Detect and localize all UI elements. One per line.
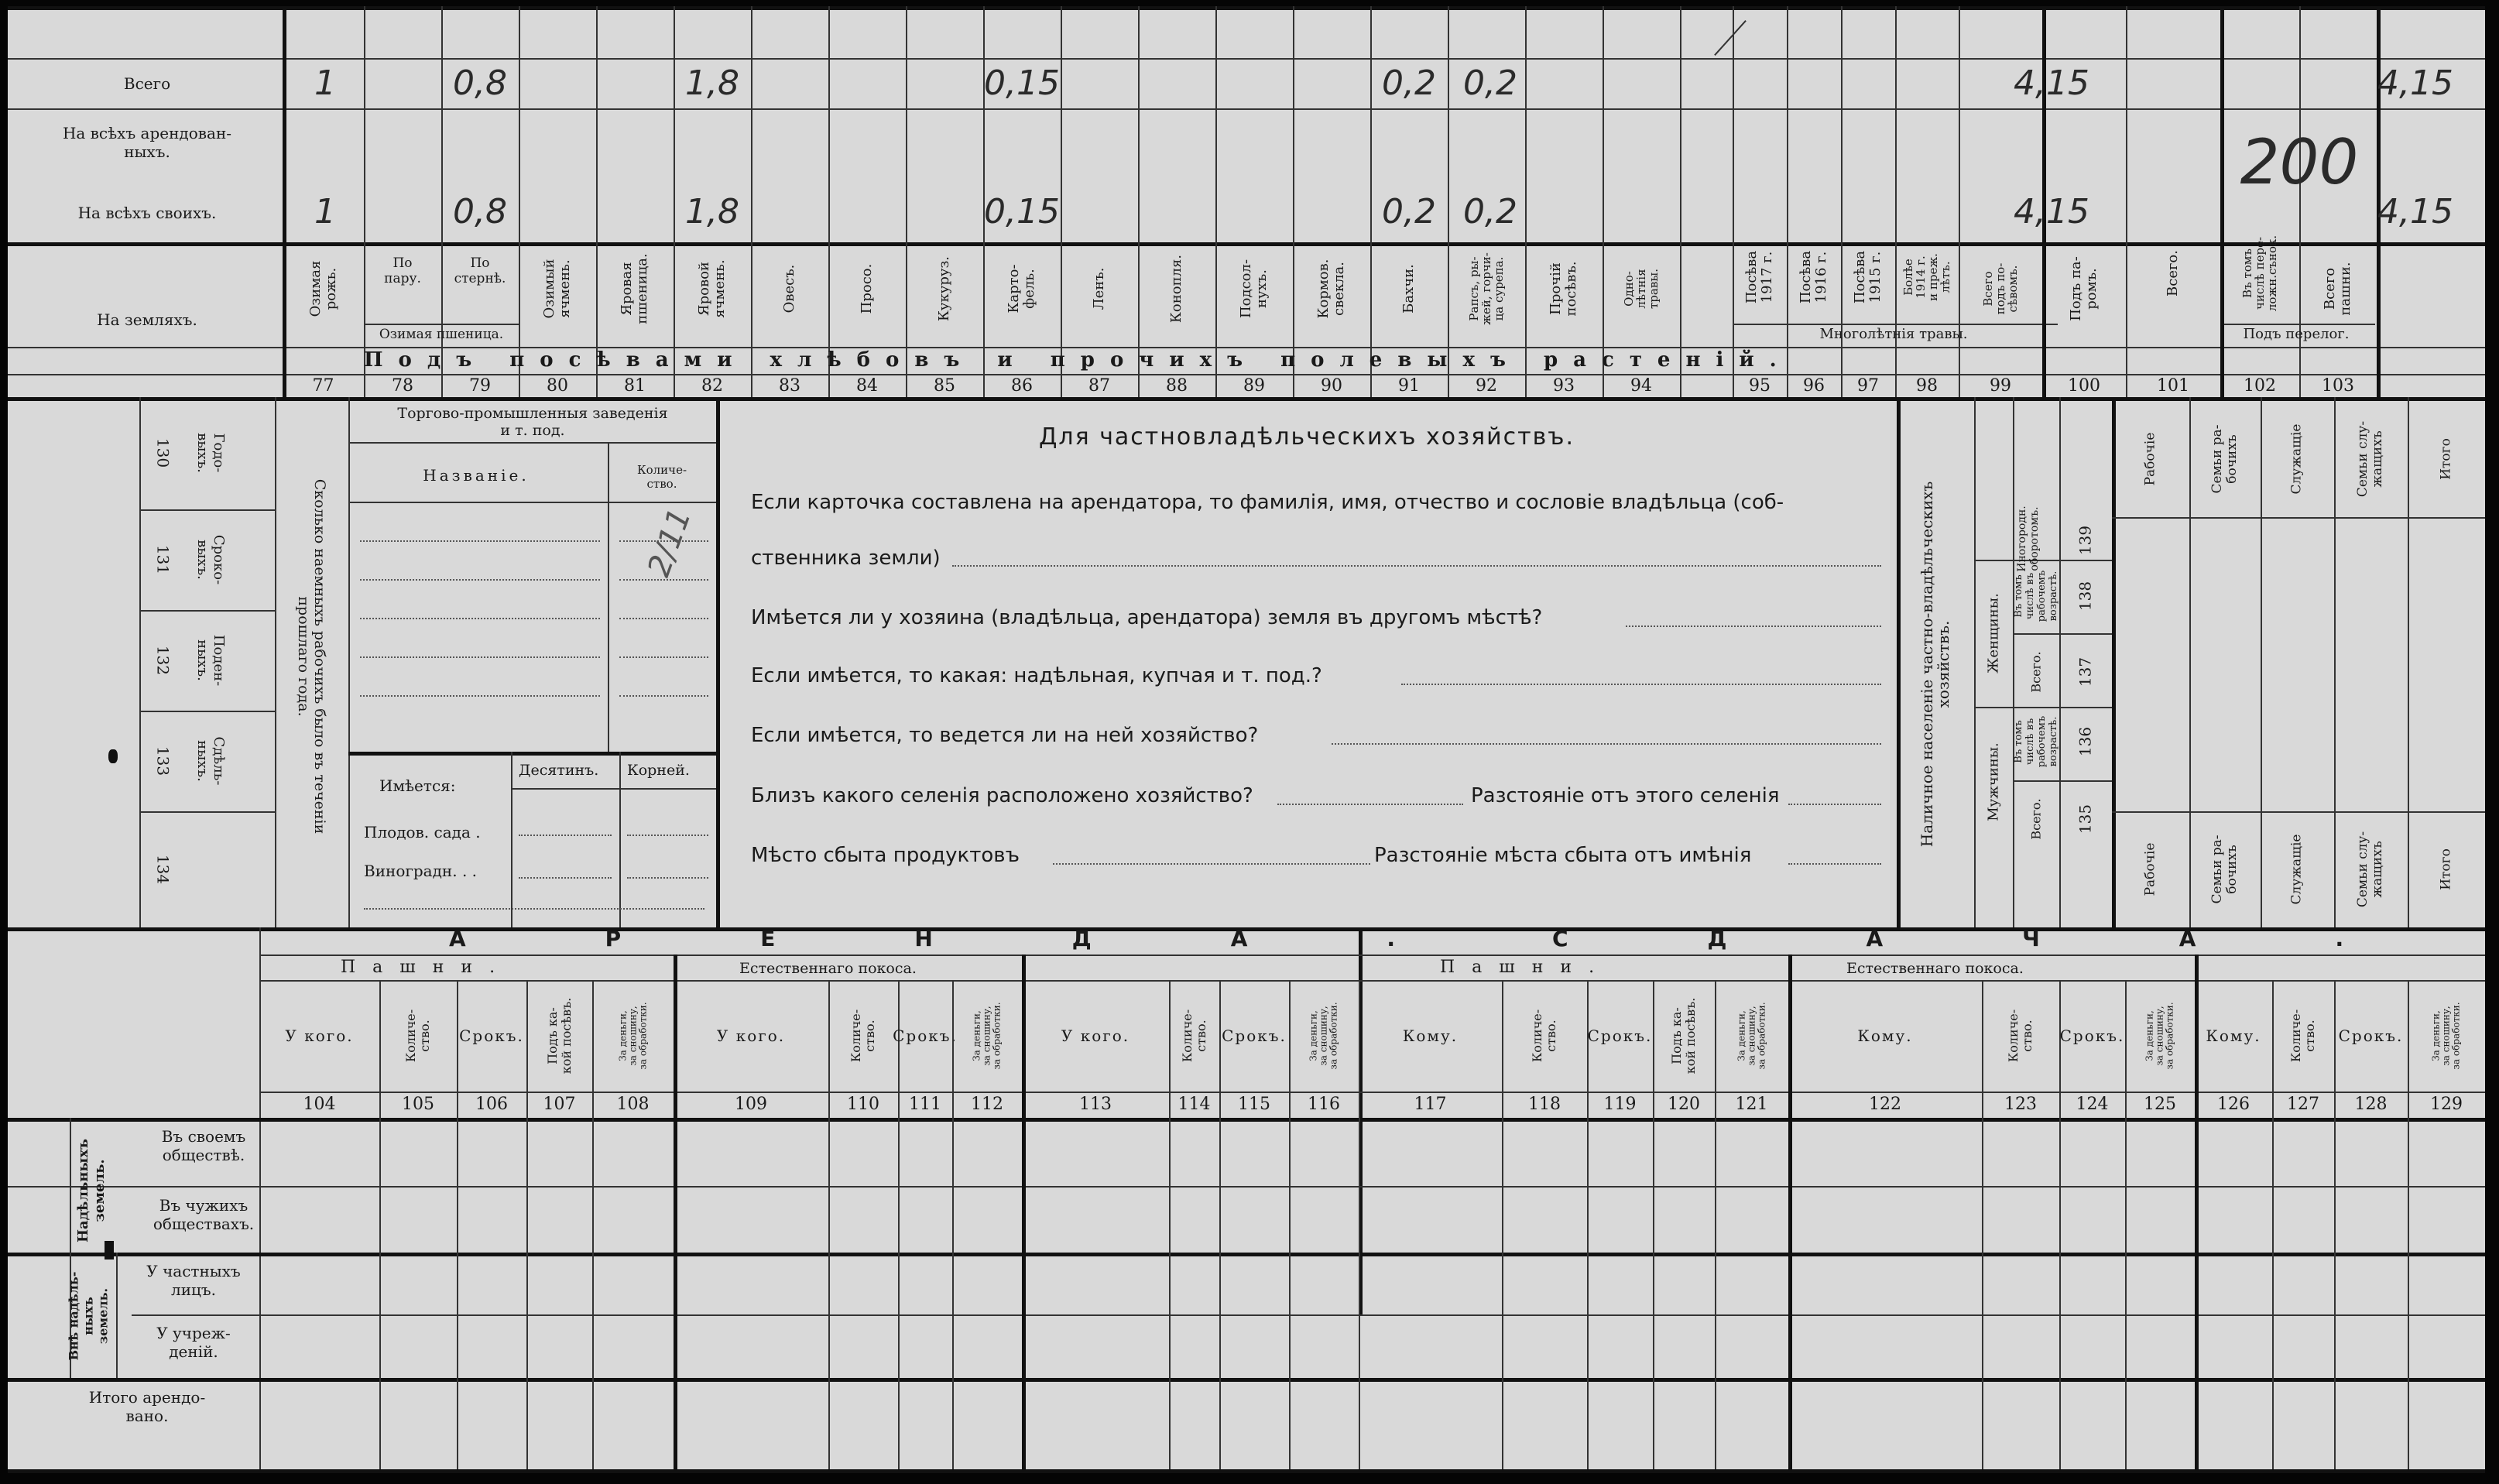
worker-type-label: Сдѣль- ныхъ. — [194, 736, 227, 786]
arenda-title: АРЕНДА. — [449, 926, 1534, 951]
col-number: 98 — [1916, 376, 1938, 396]
col-number: 122 — [1869, 1095, 1901, 1114]
population-number: 138 — [2076, 581, 2095, 612]
pencil-note: 2/11 — [641, 503, 698, 582]
right-col-header-bottom: Семьи слу- жащихъ — [2355, 831, 2385, 908]
grid-line — [1587, 980, 1589, 1469]
row-land-label: На земляхъ. — [97, 310, 197, 329]
col-header: Одно- лѣтнiя травы. — [1622, 269, 1661, 309]
col-number: 110 — [847, 1095, 879, 1114]
arenda-pashni: Пашни. — [341, 958, 512, 977]
col-number: 85 — [934, 376, 955, 396]
grid-line — [1787, 6, 1788, 397]
col-header: За деньги, за сношину, за обработки. — [2430, 1002, 2462, 1070]
worker-type-label: Сроко- выхъ. — [194, 534, 227, 585]
col-header: Озимый ячмень. — [541, 259, 573, 319]
question-farming: Если имѣется, то ведется ли на ней хозяйство? — [751, 724, 1259, 747]
grid-line — [2059, 980, 2061, 1469]
grid-line — [1061, 6, 1062, 397]
col-header: Яровая пшеница. — [619, 253, 650, 324]
worker-number: 131 — [153, 544, 173, 575]
col-number: 100 — [2068, 376, 2100, 396]
grid-line — [364, 6, 365, 397]
worker-number: 130 — [153, 437, 173, 468]
grid-line — [1788, 954, 1792, 1469]
row-other-community: Въ чужихъ обществахъ. — [153, 1196, 255, 1233]
grid-line — [898, 980, 900, 1469]
grid-line — [596, 6, 598, 397]
grid-line — [828, 6, 830, 397]
col-header: Яровой ячмень. — [696, 259, 728, 318]
question-village: Близъ какого селенiя расположено хозяйство? — [751, 784, 1253, 807]
handwritten-total: 1 — [314, 63, 336, 103]
worker-type-label: Годо- выхъ. — [194, 433, 227, 473]
col-header: По стернѣ. — [454, 255, 506, 286]
desyatin-header: Десятинъ. — [519, 762, 599, 779]
ink-mark — [105, 1241, 114, 1260]
handwritten-own: 1 — [314, 192, 336, 231]
col-number: 92 — [1476, 376, 1497, 396]
col-header: Конопля. — [1168, 254, 1184, 324]
grid-line — [1680, 6, 1681, 397]
handwritten-own: 0,2 — [1463, 192, 1517, 231]
trade-name-header: Названiе. — [423, 466, 530, 485]
col-number: 113 — [1079, 1095, 1112, 1114]
col-header: Посѣва 1916 г. — [1798, 250, 1829, 304]
col-header: Срокъ. — [2338, 1026, 2404, 1045]
worker-number: 134 — [153, 854, 173, 885]
col-header: Количе- ство. — [1530, 1009, 1558, 1063]
ink-blot — [108, 749, 118, 763]
right-col-header-top: Служащiе — [2288, 423, 2305, 495]
grid-line — [1448, 6, 1449, 397]
col-number: 82 — [701, 376, 723, 396]
col-number: 116 — [1308, 1095, 1340, 1114]
women-working-label: Въ томъ числѣ въ рабочемъ возрастѣ. — [2013, 570, 2059, 622]
col-number: 127 — [2287, 1095, 2319, 1114]
col-number: 112 — [971, 1095, 1003, 1114]
men-total-label: Всего. — [2028, 798, 2044, 840]
form-title: Для частновладѣльческихъ хозяйствъ. — [1038, 423, 1575, 451]
grid-line — [674, 954, 677, 1469]
col-header: Срокъ. — [893, 1026, 958, 1045]
handwritten-total: 0,2 — [1463, 63, 1517, 103]
grid-line — [1289, 980, 1291, 1469]
col-header: Количе- ство. — [403, 1009, 432, 1063]
col-number: 86 — [1011, 376, 1033, 396]
col-header: Срокъ. — [1222, 1026, 1287, 1045]
col-number: 125 — [2144, 1095, 2176, 1114]
col-header: Овесъ. — [781, 264, 797, 314]
col-number: 124 — [2076, 1095, 2109, 1114]
col-header: У кого. — [285, 1026, 354, 1045]
crop-band: Подъ посѣвами хлѣбовъ и прочихъ полевыхъ растенiй. — [364, 348, 1792, 372]
orchards-label: Плодов. сада . — [364, 823, 481, 841]
grid-line — [457, 980, 458, 1469]
perennial-label: Многолѣтнiя травы. — [1819, 326, 1968, 342]
question-land-type: Если имѣется, то какая: надѣльная, купчая и т. под.? — [751, 664, 1322, 687]
col-header: У кого. — [1061, 1026, 1130, 1045]
col-number: 103 — [2322, 376, 2354, 396]
handwritten-own: 0,8 — [453, 192, 507, 231]
col-header: Посѣва 1917 г. — [1743, 250, 1775, 304]
handwritten-total: 1,8 — [685, 63, 739, 103]
col-header: Болѣе 1914 г. и преж. лѣтъ. — [1901, 253, 1952, 301]
winter-wheat-label: Озимая пшеница. — [379, 327, 504, 342]
handwritten-own: 4,15 — [2377, 192, 2453, 231]
col-header: Всего подъ по- сѣвомъ. — [1981, 262, 2020, 315]
col-header: Срокъ. — [1587, 1026, 1653, 1045]
col-number: 83 — [779, 376, 800, 396]
col-header: Просо. — [859, 263, 875, 314]
sdacha-pashni: Пашни. — [1440, 958, 1612, 977]
col-number: 80 — [547, 376, 568, 396]
col-header: Рапсъ, ры- жей, горчи- ца сурепа. — [1467, 252, 1506, 325]
col-number: 126 — [2217, 1095, 2250, 1114]
col-number: 129 — [2430, 1095, 2463, 1114]
grid-line — [1215, 6, 1217, 397]
col-number: 96 — [1803, 376, 1825, 396]
col-number: 106 — [475, 1095, 508, 1114]
handwritten-total: 0,15 — [984, 63, 1060, 103]
roots-header: Корней. — [627, 762, 690, 779]
col-header: Кукуруз. — [936, 255, 952, 322]
col-header: Кормов. свекла. — [1315, 259, 1347, 319]
col-header: Ленъ. — [1091, 267, 1107, 310]
trade-qty-header: Количе- ство. — [636, 463, 687, 491]
col-number: 93 — [1553, 376, 1575, 396]
col-number: 123 — [2004, 1095, 2037, 1114]
col-number: 108 — [616, 1095, 650, 1114]
col-number: 87 — [1088, 376, 1110, 396]
col-header: Количе- ство. — [1179, 1009, 1208, 1063]
col-number: 78 — [392, 376, 413, 396]
col-number: 120 — [1668, 1095, 1700, 1114]
col-header: По пару. — [384, 255, 421, 286]
men-working-label: Въ томъ числѣ въ рабочемъ возрастѣ. — [2013, 715, 2059, 768]
right-col-header-top: Рабочiе — [2142, 432, 2158, 486]
grid-line — [592, 980, 594, 1469]
worker-number: 132 — [153, 645, 173, 676]
handwritten-total: 4,15 — [2014, 63, 2089, 103]
question-owner: Если карточка составлена на арендатора, то фамилiя, имя, отчество и сословiе владѣльца (соб- — [751, 491, 1784, 514]
population-title: Наличное населенiе частно-владѣльческихъ хозяйствъ. — [1918, 481, 1952, 848]
col-header: За деньги, за сношину, за обработки. — [1736, 1002, 1767, 1070]
col-number: 128 — [2354, 1095, 2388, 1114]
col-header: Подъ ка- кой посѣвъ. — [1669, 997, 1698, 1074]
col-header: Подсол- нухъ. — [1238, 259, 1270, 319]
col-number: 104 — [303, 1095, 336, 1114]
grid-line — [1022, 954, 1026, 1469]
grid-line — [2126, 6, 2127, 397]
population-number: 139 — [2076, 525, 2095, 556]
row-rented-label: На всѣхъ арендован- ныхъ. — [62, 124, 232, 161]
handwritten-total: 0,2 — [1382, 63, 1436, 103]
col-header: Всего. — [2165, 250, 2181, 296]
grid-line — [2272, 980, 2274, 1469]
fallow-label: Подъ перелог. — [2243, 326, 2350, 342]
right-col-header-bottom: Служащiе — [2288, 834, 2305, 905]
col-header: Бахчи. — [1400, 264, 1417, 314]
arenda-pokos: Естественнаго покоса. — [739, 960, 917, 977]
handwritten-total: 0,8 — [453, 63, 507, 103]
col-number: 84 — [856, 376, 878, 396]
grid-line — [828, 980, 830, 1469]
grid-line — [751, 6, 752, 397]
row-institutions: У учреж- денiй. — [156, 1324, 231, 1361]
grid-line — [2408, 980, 2409, 1469]
question-village-distance: Разстоянiе отъ этого селенiя — [1471, 784, 1780, 807]
grid-line — [1293, 6, 1294, 397]
question-market-distance: Разстоянiе мѣста сбыта отъ имѣнiя — [1374, 844, 1752, 867]
col-number: 107 — [543, 1095, 576, 1114]
right-col-header-bottom: Семьи ра- бочихъ — [2209, 835, 2240, 904]
grid-line — [2334, 980, 2336, 1469]
col-header: Кому. — [1402, 1026, 1459, 1045]
col-header: Кому. — [2206, 1026, 2261, 1045]
has-label: Имѣется: — [379, 776, 456, 795]
col-header: Озимая рожь. — [307, 260, 339, 317]
col-number: 105 — [402, 1095, 434, 1114]
vineyards-label: Виноградн. . . — [364, 862, 478, 880]
col-number: 99 — [1990, 376, 2011, 396]
grid-line — [1219, 980, 1221, 1469]
col-number: 89 — [1243, 376, 1265, 396]
col-number: 117 — [1414, 1095, 1447, 1114]
population-number: 137 — [2076, 656, 2095, 687]
question-other-land: Имѣется ли у хозяина (владѣльца, арендатора) земля въ другомъ мѣстѣ? — [751, 606, 1543, 629]
row-own-label: На всѣхъ своихъ. — [77, 204, 217, 222]
right-col-header-bottom: Итого — [2438, 848, 2454, 890]
right-col-header-bottom: Рабочiе — [2142, 842, 2158, 896]
row-total-rented: Итого арендо- вано. — [88, 1388, 206, 1425]
col-number: 109 — [735, 1095, 767, 1114]
population-number: 136 — [2076, 726, 2095, 757]
grid-line — [674, 6, 675, 397]
col-number: 114 — [1178, 1095, 1211, 1114]
grid-line — [1982, 980, 1983, 1469]
handwritten-own: 0,2 — [1382, 192, 1436, 231]
women-total-label: Всего. — [2028, 651, 2044, 693]
right-col-header-top: Итого — [2438, 438, 2454, 480]
worker-number: 133 — [153, 745, 173, 776]
handwritten-total: 4,15 — [2377, 63, 2453, 103]
row-private: У частныхъ лицъ. — [146, 1262, 241, 1299]
question-owner-cont: ственника земли) — [751, 547, 941, 570]
grid-line — [952, 980, 954, 1469]
grid-line — [1359, 980, 1360, 1469]
sdacha-title: СДАЧА. — [1552, 926, 2484, 951]
trade-title: Торгово-промышленныя заведенiя и т. под. — [397, 405, 668, 439]
grid-line — [1733, 6, 1734, 397]
col-number: 95 — [1749, 376, 1771, 396]
col-header: За деньги, за сношину, за обработки. — [1308, 1002, 1339, 1070]
col-header: Срокъ. — [2059, 1026, 2125, 1045]
worker-type-label: Поден- ныхъ. — [194, 634, 227, 687]
col-header: Подъ па- ромъ. — [2068, 256, 2100, 321]
col-number: 111 — [909, 1095, 941, 1114]
grid-line — [1653, 980, 1654, 1469]
col-number: 90 — [1321, 376, 1342, 396]
col-number: 91 — [1398, 376, 1420, 396]
col-header: Въ томъ числѣ пере- ложн.сънок. — [2240, 235, 2279, 312]
handwritten-200: 200 — [2240, 126, 2359, 198]
pencil-tick — [1714, 20, 1747, 56]
grid-line — [2220, 6, 2224, 397]
row-own-community: Въ своемъ обществѣ. — [161, 1127, 246, 1164]
col-header: Количе- ство. — [2288, 1009, 2317, 1063]
allotment-group-label: Надѣльныхъ земель. — [75, 1139, 108, 1242]
handwritten-own: 4,15 — [2014, 192, 2089, 231]
grid-line — [906, 6, 907, 397]
col-number: 97 — [1857, 376, 1879, 396]
men-label: Мужчины. — [1985, 742, 2002, 821]
col-number: 118 — [1528, 1095, 1561, 1114]
right-col-header-top: Семьи слу- жащихъ — [2355, 420, 2385, 498]
non-allotment-group-label: Внѣ надѣль- ныхъ земель. — [66, 1271, 111, 1361]
col-header: Количе- ство. — [848, 1009, 877, 1063]
col-number: 121 — [1735, 1095, 1768, 1114]
col-header: Срокъ. — [459, 1026, 524, 1045]
row-total-label: Всего — [123, 74, 171, 93]
col-header: У кого. — [716, 1026, 786, 1045]
census-card — [8, 6, 2485, 1473]
population-number: 135 — [2076, 804, 2095, 835]
col-number: 88 — [1166, 376, 1188, 396]
grid-line — [1138, 6, 1140, 397]
col-header: Кому. — [1857, 1026, 1913, 1045]
question-market: Мѣсто сбыта продуктовъ — [751, 844, 1020, 867]
col-number: 77 — [312, 376, 334, 396]
col-header: За деньги, за сношину, за обработки. — [971, 1002, 1003, 1070]
col-header: Всего пашни. — [2322, 262, 2353, 316]
col-number: 94 — [1630, 376, 1652, 396]
grid-line — [1603, 6, 1604, 397]
grid-line — [1525, 6, 1527, 397]
col-header: Прочiй посѣвъ. — [1548, 261, 1579, 317]
grid-line — [1169, 980, 1171, 1469]
col-number: 102 — [2244, 376, 2276, 396]
grid-line — [379, 980, 381, 1469]
grid-line — [2125, 980, 2127, 1469]
right-col-header-top: Семьи ра- бочихъ — [2209, 424, 2240, 494]
col-header: За деньги, за сношину, за обработки. — [617, 1002, 648, 1070]
col-number: 119 — [1603, 1095, 1637, 1114]
grid-line — [526, 980, 528, 1469]
col-number: 79 — [469, 376, 491, 396]
foreign-label: Иногородн. оборотомъ. — [2016, 506, 2041, 572]
col-header: Карто- фель. — [1006, 264, 1037, 314]
handwritten-own: 0,15 — [984, 192, 1060, 231]
col-header: Количе- ство. — [2006, 1009, 2035, 1063]
grid-line — [2195, 954, 2199, 1469]
grid-line — [1715, 980, 1716, 1469]
col-number: 81 — [624, 376, 646, 396]
col-header: Посѣва 1915 г. — [1852, 250, 1884, 304]
col-number: 101 — [2157, 376, 2189, 396]
handwritten-own: 1,8 — [685, 192, 739, 231]
hired-workers-question: Сколько наемныхъ рабочихъ было въ теченiи прошлаго года. — [295, 478, 328, 835]
col-number: 115 — [1238, 1095, 1270, 1114]
grid-line — [519, 6, 520, 397]
col-header: За деньги, за сношину, за обработки. — [2144, 1002, 2175, 1070]
grid-line — [1370, 6, 1372, 397]
women-label: Женщины. — [1985, 593, 2002, 673]
sdacha-pokos: Естественнаго покоса. — [1846, 960, 2024, 977]
col-header: Подъ ка- кой посѣвъ. — [544, 997, 574, 1074]
grid-line — [1502, 980, 1503, 1469]
